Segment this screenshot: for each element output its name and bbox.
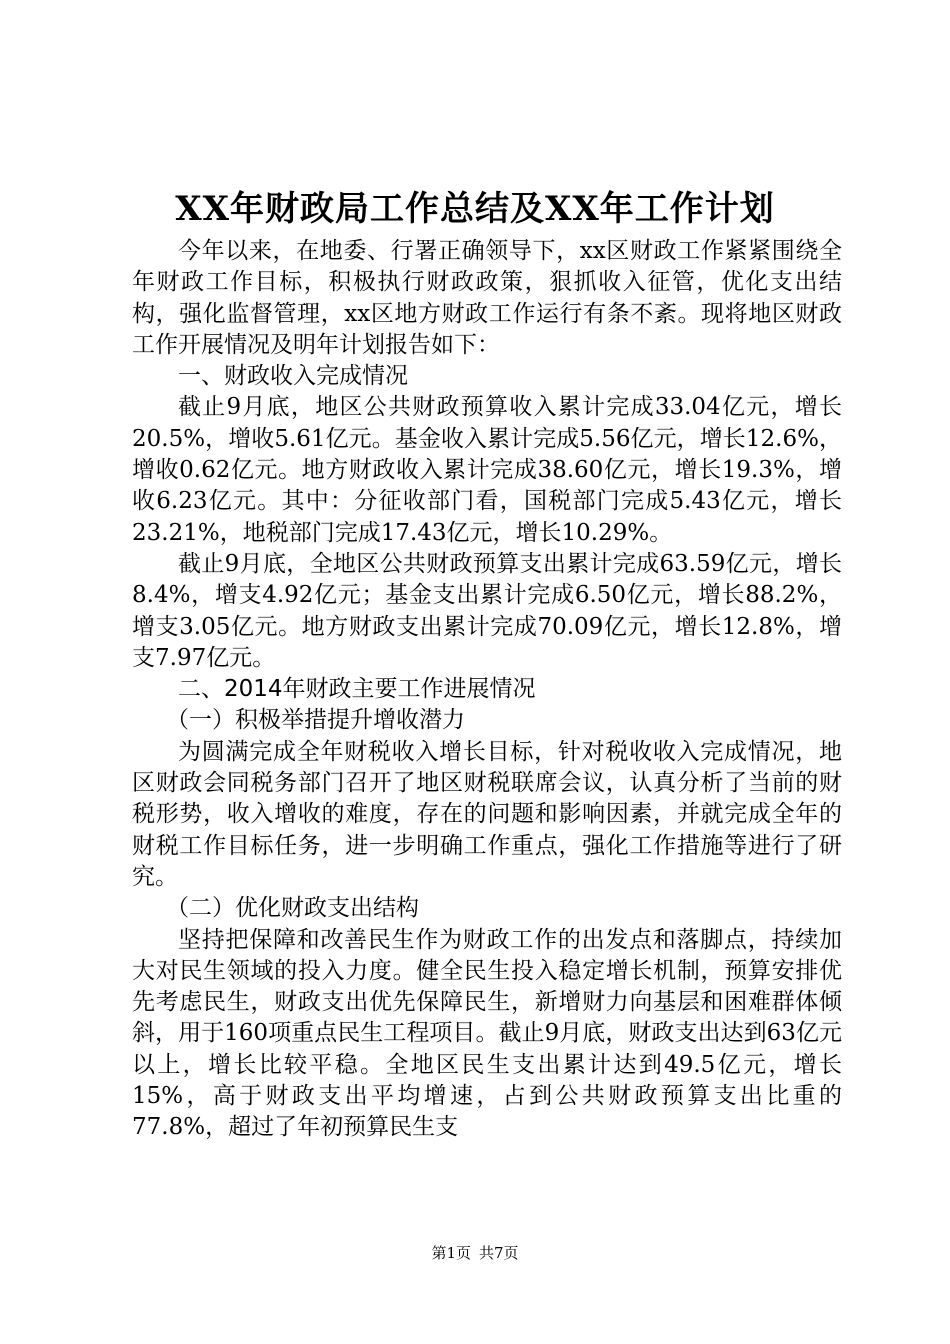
- paragraph-optimize-expenditure: 坚持把保障和改善民生作为财政工作的出发点和落脚点，持续加大对民生领域的投入力度。健全民生投入稳定增长机制，预算安排优先考虑民生，财政支出优先保障民生，新增财力向基层和困难群体倾斜，用于160项重点民生工程项目。截止9月底，财政支出达到63亿元以上，增长比较平稳。全地区民生支出累计达到49.5亿元，增长15%，高于财政支出平均增速，占到公共财政预算支出比重的77.8%，超过了年初预算民生支: [132, 926, 842, 1141]
- heading-revenue: 一、财政收入完成情况: [178, 363, 408, 390]
- paragraph-revenue: 截止9月底，地区公共财政预算收入累计完成33.04亿元，增长20.5%，增收5.61亿元。基金收入累计完成5.56亿元，增长12.6%，增收0.62亿元。地方财政收入累计完成38.60亿元，增长19.3%，增收6.23亿元。其中：分征收部门看，国税部门完成5.43亿元，增长23.21%，地税部门完成17.43亿元，增长10.29%。: [132, 394, 842, 546]
- heading-progress: 二、2014年财政主要工作进展情况: [178, 676, 536, 703]
- page-number: 第1页: [431, 1244, 471, 1262]
- document-body: [132, 236, 842, 1144]
- document-title: XX年财政局工作总结及XX年工作计划: [175, 189, 775, 229]
- paragraph-expenditure: 截止9月底，全地区公共财政预算支出累计完成63.59亿元，增长8.4%，增支4.92亿元；基金支出累计完成6.50亿元，增长88.2%，增支3.05亿元。地方财政支出累计完成70.09亿元，增长12.8%，增支7.97亿元。: [132, 550, 842, 671]
- paragraph-increase-revenue: 为圆满完成全年财税收入增长目标，针对税收收入完成情况，地区财政会同税务部门召开了地区财税联席会议，认真分析了当前的财税形势，收入增收的难度，存在的问题和影响因素，并就完成全年的财税工作目标任务，进一步明确工作重点，强化工作措施等进行了研究。: [132, 738, 842, 890]
- subheading-optimize-expenditure: （二）优化财政支出结构: [166, 895, 419, 922]
- page-total: 共7页: [479, 1244, 519, 1262]
- page-footer: [0, 1243, 950, 1263]
- paragraph-intro: 今年以来，在地委、行署正确领导下，xx区财政工作紧紧围绕全年财政工作目标，积极执行财政政策，狠抓收入征管，优化支出结构，强化监督管理，xx区地方财政工作运行有条不紊。现将地区财政工作开展情况及明年计划报告如下：: [132, 238, 842, 358]
- subheading-increase-revenue: （一）积极举措提升增收潜力: [166, 707, 465, 734]
